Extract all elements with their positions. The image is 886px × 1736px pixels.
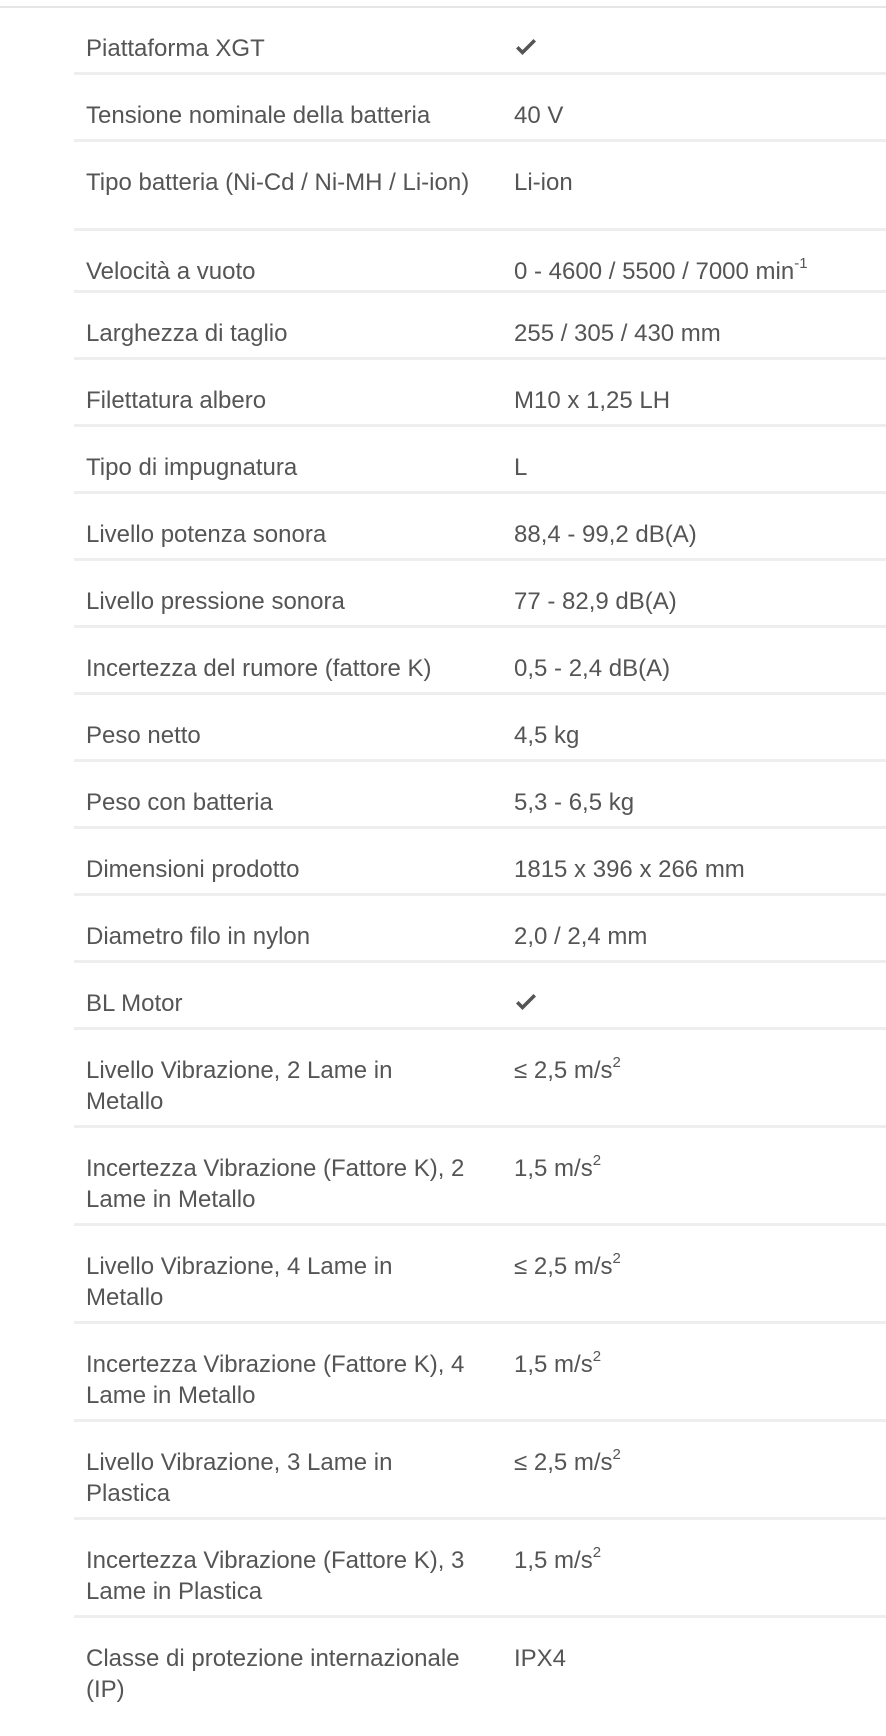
- spec-value-superscript: -1: [794, 255, 808, 272]
- spec-value: ≤ 2,5 m/s: [514, 1253, 613, 1280]
- spec-label: Livello Vibrazione, 3 Lame in Plastica: [86, 1449, 393, 1507]
- spec-value: 88,4 - 99,2 dB(A): [514, 521, 697, 548]
- spec-label: BL Motor: [86, 990, 183, 1017]
- spec-label: Dimensioni prodotto: [86, 856, 300, 883]
- spec-row-larghezza-di-taglio: [74, 293, 886, 360]
- spec-label: Livello Vibrazione, 2 Lame in Metallo: [86, 1057, 393, 1115]
- spec-value: 77 - 82,9 dB(A): [514, 588, 677, 615]
- spec-row-incertezza-rumore: [74, 628, 886, 695]
- spec-label: Piattaforma XGT: [86, 35, 265, 62]
- spec-row-tensione-nominale: [74, 75, 886, 142]
- spec-value: ≤ 2,5 m/s: [514, 1057, 613, 1084]
- spec-value-superscript: 2: [592, 1348, 602, 1365]
- spec-value: 40 V: [514, 102, 564, 129]
- spec-value-superscript: 2: [612, 1054, 621, 1071]
- spec-label: Peso netto: [86, 722, 201, 749]
- spec-value: 1,5 m/s: [514, 1155, 593, 1182]
- spec-value: [514, 963, 886, 1021]
- spec-value: 0,5 - 2,4 dB(A): [514, 655, 671, 682]
- spec-label: Livello pressione sonora: [86, 588, 345, 615]
- spec-value: [514, 8, 886, 66]
- spec-label: Tensione nominale della batteria: [86, 102, 431, 129]
- spec-value: 5,3 - 6,5 kg: [514, 789, 635, 816]
- spec-value-superscript: 2: [612, 1250, 621, 1267]
- check-icon: [514, 993, 538, 1013]
- spec-value: 1,5 m/s: [514, 1351, 593, 1378]
- spec-label: Incertezza Vibrazione (Fattore K), 3 Lame in Plastica: [86, 1547, 465, 1605]
- spec-row-tipo-batteria: [74, 142, 886, 231]
- spec-row-dimensioni-prodotto: [74, 829, 886, 896]
- spec-label: Peso con batteria: [86, 789, 273, 816]
- spec-row-incertezza-vibrazione-2-lame-metallo: [74, 1128, 886, 1226]
- spec-value-superscript: 2: [592, 1152, 602, 1169]
- spec-label: Diametro filo in nylon: [86, 923, 311, 950]
- spec-value: 1,5 m/s: [514, 1547, 593, 1574]
- spec-label: Incertezza Vibrazione (Fattore K), 2 Lame in Metallo: [86, 1155, 465, 1213]
- spec-value: ≤ 2,5 m/s: [514, 1449, 613, 1476]
- spec-value-superscript: 2: [612, 1446, 621, 1463]
- spec-value: L: [514, 454, 528, 481]
- spec-value: Li-ion: [514, 169, 573, 196]
- spec-row-vibrazione-4-lame-metallo: [74, 1226, 886, 1324]
- spec-table: [74, 8, 886, 1716]
- spec-row-livello-potenza-sonora: [74, 494, 886, 561]
- spec-row-classe-protezione-ip: [74, 1618, 886, 1716]
- spec-label: Livello potenza sonora: [86, 521, 327, 548]
- spec-value: 255 / 305 / 430 mm: [514, 320, 721, 347]
- spec-row-diametro-filo: [74, 896, 886, 963]
- spec-row-filettatura-albero: [74, 360, 886, 427]
- spec-label: Filettatura albero: [86, 387, 267, 414]
- spec-label: Classe di protezione internazionale (IP): [86, 1645, 460, 1703]
- spec-value: 2,0 / 2,4 mm: [514, 923, 648, 950]
- spec-row-peso-netto: [74, 695, 886, 762]
- spec-row-vibrazione-2-lame-metallo: [74, 1030, 886, 1128]
- spec-label: Livello Vibrazione, 4 Lame in Metallo: [86, 1253, 393, 1311]
- spec-row-bl-motor: [74, 963, 886, 1030]
- spec-row-incertezza-vibrazione-3-lame-plastica: [74, 1520, 886, 1618]
- spec-row-peso-con-batteria: [74, 762, 886, 829]
- spec-label: Larghezza di taglio: [86, 320, 288, 347]
- spec-value: IPX4: [514, 1645, 567, 1672]
- spec-label: Tipo batteria (Ni-Cd / Ni-MH / Li-ion): [86, 169, 470, 196]
- spec-value: 0 - 4600 / 5500 / 7000 min: [514, 258, 795, 285]
- spec-row-incertezza-vibrazione-4-lame-metallo: [74, 1324, 886, 1422]
- spec-label: Incertezza Vibrazione (Fattore K), 4 Lame in Metallo: [86, 1351, 465, 1409]
- spec-row-livello-pressione-sonora: [74, 561, 886, 628]
- spec-value: 4,5 kg: [514, 722, 580, 749]
- spec-row-vibrazione-3-lame-plastica: [74, 1422, 886, 1520]
- spec-label: Velocità a vuoto: [86, 258, 256, 285]
- spec-value: 1815 x 396 x 266 mm: [514, 856, 745, 883]
- spec-row-velocita-a-vuoto: [74, 231, 886, 293]
- spec-label: Tipo di impugnatura: [86, 454, 298, 481]
- spec-row-tipo-di-impugnatura: [74, 427, 886, 494]
- spec-label: Incertezza del rumore (fattore K): [86, 655, 432, 682]
- spec-value: M10 x 1,25 LH: [514, 387, 671, 414]
- spec-value-superscript: 2: [592, 1544, 602, 1561]
- spec-row-piattaforma-xgt: [74, 8, 886, 75]
- check-icon: [514, 38, 538, 58]
